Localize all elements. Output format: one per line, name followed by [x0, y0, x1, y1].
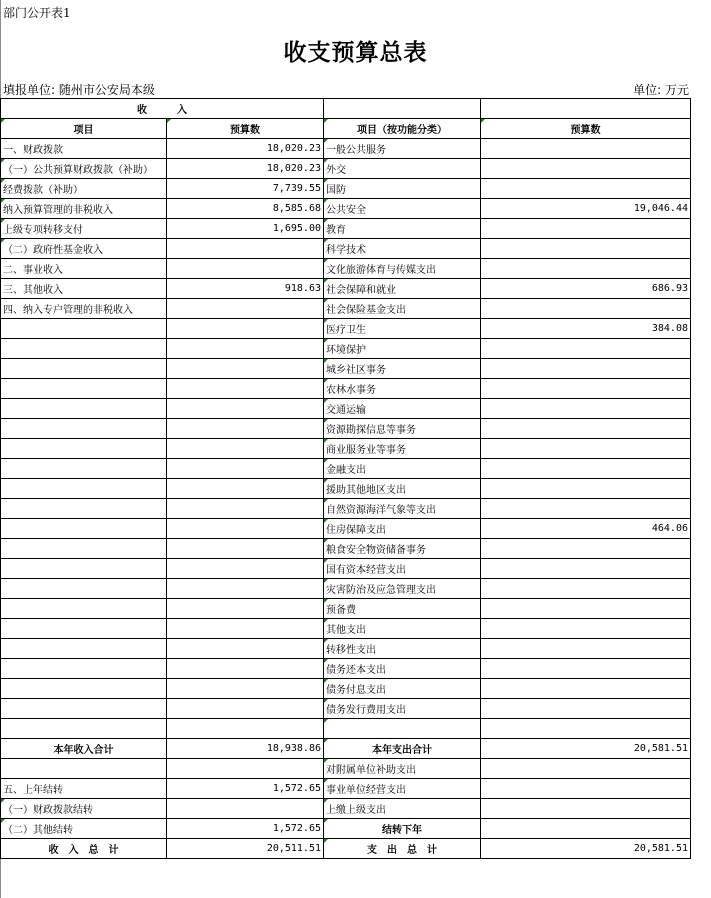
- table-row: [1, 779, 691, 799]
- expense-item-cell[interactable]: 科学技术: [324, 239, 481, 259]
- table-tag: 部门公开表1: [3, 6, 71, 20]
- income-item-cell[interactable]: 上级专项转移支付: [1, 219, 167, 239]
- expense-item-cell[interactable]: 灾害防治及应急管理支出: [324, 579, 481, 599]
- income-item-cell[interactable]: [1, 639, 167, 659]
- expense-item-cell[interactable]: 预备费: [324, 599, 481, 619]
- income-budget-cell[interactable]: 8,585.68: [167, 199, 324, 219]
- table-row: [1, 499, 691, 519]
- expense-item-cell[interactable]: 债务还本支出: [324, 659, 481, 679]
- table-row: [1, 299, 691, 319]
- expense-budget-cell[interactable]: 464.06: [481, 519, 691, 539]
- income-item-cell[interactable]: 二、事业收入: [1, 259, 167, 279]
- table-row: [1, 359, 691, 379]
- table-row: [1, 539, 691, 559]
- income-item-cell[interactable]: （一）财政拨款结转: [1, 799, 167, 819]
- income-budget-cell[interactable]: [167, 299, 324, 319]
- expense-budget-cell[interactable]: [481, 699, 691, 719]
- table-row: [1, 559, 691, 579]
- table-row: [1, 199, 691, 219]
- table-row: [1, 819, 691, 839]
- income-budget-cell[interactable]: [167, 259, 324, 279]
- column-header-row: [1, 119, 691, 139]
- blank-header-cell[interactable]: [324, 99, 481, 119]
- expense-item-cell[interactable]: 交通运输: [324, 399, 481, 419]
- income-item-cell[interactable]: 本年收入合计: [1, 739, 167, 759]
- table-row: [1, 759, 691, 779]
- income-budget-cell[interactable]: [167, 599, 324, 619]
- expense-item-cell[interactable]: 援助其他地区支出: [324, 479, 481, 499]
- expense-budget-cell[interactable]: [481, 399, 691, 419]
- table-row: [1, 579, 691, 599]
- income-item-cell[interactable]: [1, 399, 167, 419]
- income-item-cell[interactable]: 经费拨款（补助）: [1, 179, 167, 199]
- income-budget-cell[interactable]: 7,739.55: [167, 179, 324, 199]
- expense-item-cell[interactable]: 农林水事务: [324, 379, 481, 399]
- expense-budget-cell[interactable]: [481, 759, 691, 779]
- expense-item-cell[interactable]: 住房保障支出: [324, 519, 481, 539]
- expense-item-cell[interactable]: 本年支出合计: [324, 739, 481, 759]
- income-budget-cell[interactable]: [167, 399, 324, 419]
- income-item-cell[interactable]: [1, 619, 167, 639]
- income-item-cell[interactable]: [1, 759, 167, 779]
- group-header-row: [1, 99, 691, 119]
- income-budget-cell[interactable]: 1,695.00: [167, 219, 324, 239]
- table-row: [1, 799, 691, 819]
- income-budget-cell[interactable]: [167, 499, 324, 519]
- table-row: [1, 219, 691, 239]
- income-item-cell[interactable]: [1, 339, 167, 359]
- table-row: [1, 699, 691, 719]
- income-item-cell[interactable]: [1, 439, 167, 459]
- expense-budget-cell[interactable]: [481, 239, 691, 259]
- income-item-cell[interactable]: [1, 359, 167, 379]
- expense-budget-cell[interactable]: [481, 359, 691, 379]
- table-row: [1, 659, 691, 679]
- expense-budget-cell[interactable]: [481, 219, 691, 239]
- income-budget-cell[interactable]: [167, 239, 324, 259]
- expense-item-cell[interactable]: 城乡社区事务: [324, 359, 481, 379]
- income-budget-cell[interactable]: [167, 719, 324, 739]
- income-budget-cell[interactable]: 1,572.65: [167, 819, 324, 839]
- income-budget-cell[interactable]: 18,938.86: [167, 739, 324, 759]
- table-row: [1, 599, 691, 619]
- income-item-cell[interactable]: （二）其他结转: [1, 819, 167, 839]
- expense-budget-cell[interactable]: [481, 259, 691, 279]
- income-budget-cell[interactable]: [167, 579, 324, 599]
- table-row: [1, 399, 691, 419]
- page-title: 收支预算总表: [283, 39, 428, 66]
- income-budget-cell[interactable]: [167, 339, 324, 359]
- expense-budget-cell[interactable]: [481, 339, 691, 359]
- expense-budget-cell[interactable]: 686.93: [481, 279, 691, 299]
- blank-header-cell[interactable]: [481, 99, 691, 119]
- expense-budget-cell[interactable]: [481, 419, 691, 439]
- table-row: [1, 339, 691, 359]
- income-item-cell[interactable]: [1, 719, 167, 739]
- col-header-income-item[interactable]: 项目: [1, 119, 167, 139]
- income-budget-cell[interactable]: [167, 479, 324, 499]
- income-budget-cell[interactable]: 20,511.51: [167, 839, 324, 859]
- expense-budget-cell[interactable]: [481, 439, 691, 459]
- expense-item-cell[interactable]: [324, 719, 481, 739]
- income-item-cell[interactable]: 一、财政拨款: [1, 139, 167, 159]
- expense-item-cell[interactable]: 金融支出: [324, 459, 481, 479]
- currency-unit: 单位: 万元: [633, 83, 689, 97]
- table-row: [1, 419, 691, 439]
- expense-item-cell[interactable]: 债务发行费用支出: [324, 699, 481, 719]
- income-budget-cell[interactable]: [167, 379, 324, 399]
- income-budget-cell[interactable]: [167, 519, 324, 539]
- expense-budget-cell[interactable]: [481, 659, 691, 679]
- expense-budget-cell[interactable]: 19,046.44: [481, 199, 691, 219]
- income-group-header[interactable]: 收 入: [1, 99, 324, 119]
- income-budget-cell[interactable]: [167, 559, 324, 579]
- expense-item-cell[interactable]: 社会保险基金支出: [324, 299, 481, 319]
- income-budget-cell[interactable]: [167, 639, 324, 659]
- expense-item-cell[interactable]: 一般公共服务: [324, 139, 481, 159]
- expense-budget-cell[interactable]: [481, 719, 691, 739]
- table-row: [1, 279, 691, 299]
- income-budget-cell[interactable]: [167, 459, 324, 479]
- income-item-cell[interactable]: [1, 659, 167, 679]
- expense-item-cell[interactable]: 社会保障和就业: [324, 279, 481, 299]
- expense-item-cell[interactable]: 教育: [324, 219, 481, 239]
- table-row: [1, 739, 691, 759]
- expense-item-cell[interactable]: 环境保护: [324, 339, 481, 359]
- expense-item-cell[interactable]: 公共安全: [324, 199, 481, 219]
- income-item-cell[interactable]: [1, 419, 167, 439]
- expense-budget-cell[interactable]: [481, 599, 691, 619]
- expense-item-cell[interactable]: 对附属单位补助支出: [324, 759, 481, 779]
- expense-item-cell[interactable]: 国防: [324, 179, 481, 199]
- expense-budget-cell[interactable]: [481, 299, 691, 319]
- expense-item-cell[interactable]: 文化旅游体育与传媒支出: [324, 259, 481, 279]
- budget-table: [0, 98, 691, 859]
- expense-budget-cell[interactable]: [481, 779, 691, 799]
- expense-budget-cell[interactable]: 384.08: [481, 319, 691, 339]
- table-row: [1, 519, 691, 539]
- income-item-cell[interactable]: （一）公共预算财政拨款（补助）: [1, 159, 167, 179]
- income-item-cell[interactable]: [1, 379, 167, 399]
- expense-item-cell[interactable]: 国有资本经营支出: [324, 559, 481, 579]
- expense-budget-cell[interactable]: [481, 139, 691, 159]
- table-row: [1, 479, 691, 499]
- income-item-cell[interactable]: （二）政府性基金收入: [1, 239, 167, 259]
- income-budget-cell[interactable]: [167, 619, 324, 639]
- income-budget-cell[interactable]: 918.63: [167, 279, 324, 299]
- expense-item-cell[interactable]: 商业服务业等事务: [324, 439, 481, 459]
- income-budget-cell[interactable]: [167, 759, 324, 779]
- income-budget-cell[interactable]: [167, 439, 324, 459]
- income-item-cell[interactable]: [1, 499, 167, 519]
- expense-item-cell[interactable]: 粮食安全物资储备事务: [324, 539, 481, 559]
- expense-item-cell[interactable]: 外交: [324, 159, 481, 179]
- expense-budget-cell[interactable]: [481, 559, 691, 579]
- expense-budget-cell[interactable]: [481, 159, 691, 179]
- income-item-cell[interactable]: [1, 559, 167, 579]
- income-budget-cell[interactable]: [167, 679, 324, 699]
- expense-budget-cell[interactable]: [481, 579, 691, 599]
- expense-budget-cell[interactable]: [481, 619, 691, 639]
- expense-item-cell[interactable]: 债务付息支出: [324, 679, 481, 699]
- income-item-cell[interactable]: [1, 479, 167, 499]
- income-item-cell[interactable]: 收 入 总 计: [1, 839, 167, 859]
- expense-budget-cell[interactable]: [481, 539, 691, 559]
- expense-item-cell[interactable]: 其他支出: [324, 619, 481, 639]
- table-row: [1, 679, 691, 699]
- income-item-cell[interactable]: [1, 539, 167, 559]
- table-row: [1, 439, 691, 459]
- income-budget-cell[interactable]: 18,020.23: [167, 159, 324, 179]
- expense-budget-cell[interactable]: [481, 379, 691, 399]
- income-item-cell[interactable]: [1, 459, 167, 479]
- table-row: [1, 639, 691, 659]
- income-item-cell[interactable]: [1, 579, 167, 599]
- income-budget-cell[interactable]: [167, 319, 324, 339]
- expense-budget-cell[interactable]: [481, 179, 691, 199]
- table-row: [1, 239, 691, 259]
- table-row: [1, 139, 691, 159]
- expense-item-cell[interactable]: 转移性支出: [324, 639, 481, 659]
- expense-budget-cell[interactable]: [481, 639, 691, 659]
- income-item-cell[interactable]: 四、纳入专户管理的非税收入: [1, 299, 167, 319]
- table-row: [1, 619, 691, 639]
- expense-item-cell[interactable]: 资源勘探信息等事务: [324, 419, 481, 439]
- expense-budget-cell[interactable]: [481, 819, 691, 839]
- expense-item-cell[interactable]: 自然资源海洋气象等支出: [324, 499, 481, 519]
- income-budget-cell[interactable]: [167, 539, 324, 559]
- expense-item-cell[interactable]: 医疗卫生: [324, 319, 481, 339]
- income-budget-cell[interactable]: [167, 659, 324, 679]
- table-row: [1, 319, 691, 339]
- income-item-cell[interactable]: [1, 599, 167, 619]
- expense-budget-cell[interactable]: [481, 499, 691, 519]
- expense-budget-cell[interactable]: [481, 479, 691, 499]
- expense-budget-cell[interactable]: 20,581.51: [481, 739, 691, 759]
- col-header-expense-budget[interactable]: 预算数: [481, 119, 691, 139]
- col-header-expense-item[interactable]: 项目（按功能分类）: [324, 119, 481, 139]
- income-budget-cell[interactable]: [167, 799, 324, 819]
- table-row: [1, 159, 691, 179]
- expense-item-cell[interactable]: 支 出 总 计: [324, 839, 481, 859]
- expense-budget-cell[interactable]: [481, 459, 691, 479]
- expense-item-cell[interactable]: 事业单位经营支出: [324, 779, 481, 799]
- expense-budget-cell[interactable]: [481, 679, 691, 699]
- income-item-cell[interactable]: 纳入预算管理的非税收入: [1, 199, 167, 219]
- income-item-cell[interactable]: [1, 699, 167, 719]
- income-budget-cell[interactable]: [167, 419, 324, 439]
- table-row: [1, 459, 691, 479]
- expense-item-cell[interactable]: 结转下年: [324, 819, 481, 839]
- reporting-unit: 填报单位: 随州市公安局本级: [3, 83, 155, 97]
- income-budget-cell[interactable]: [167, 359, 324, 379]
- income-item-cell[interactable]: [1, 679, 167, 699]
- table-row: [1, 719, 691, 739]
- income-item-cell[interactable]: [1, 319, 167, 339]
- income-budget-cell[interactable]: [167, 699, 324, 719]
- income-item-cell[interactable]: 五、上年结转: [1, 779, 167, 799]
- table-row: [1, 839, 691, 859]
- expense-budget-cell[interactable]: 20,581.51: [481, 839, 691, 859]
- income-budget-cell[interactable]: 18,020.23: [167, 139, 324, 159]
- income-item-cell[interactable]: [1, 519, 167, 539]
- expense-item-cell[interactable]: 上缴上级支出: [324, 799, 481, 819]
- table-row: [1, 379, 691, 399]
- income-budget-cell[interactable]: 1,572.65: [167, 779, 324, 799]
- col-header-income-budget[interactable]: 预算数: [167, 119, 324, 139]
- expense-budget-cell[interactable]: [481, 799, 691, 819]
- table-row: [1, 259, 691, 279]
- income-item-cell[interactable]: 三、其他收入: [1, 279, 167, 299]
- table-row: [1, 179, 691, 199]
